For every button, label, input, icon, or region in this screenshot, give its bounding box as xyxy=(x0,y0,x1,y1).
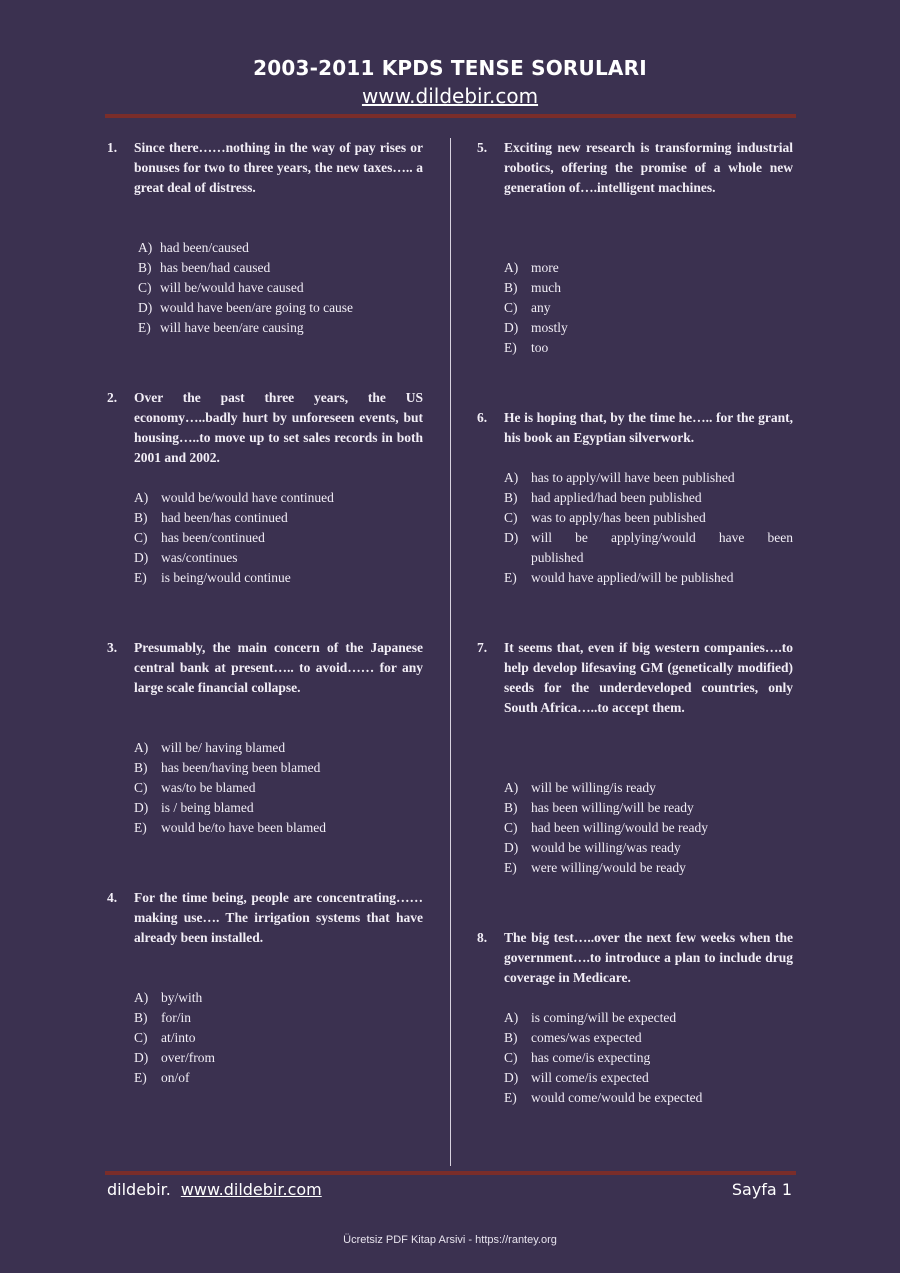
option-a[interactable]: A) will be/ having blamed xyxy=(134,740,286,755)
footer-link[interactable]: www.dildebir.com xyxy=(180,1180,322,1199)
option-e[interactable]: E) would be/to have been blamed xyxy=(134,820,326,835)
question-stem: It seems that, even if big western companies….to help develop lifesaving GM (genetically modified) seeds for the underdeveloped countries, only South Africa…..to accept them. xyxy=(504,640,793,715)
option-a[interactable]: A) more xyxy=(504,260,559,275)
page-number: Sayfa 1 xyxy=(731,1180,792,1199)
question-stem: Presumably, the main concern of the Japanese central bank at present….. to avoid…… for any large scale financial collapse. xyxy=(134,640,423,695)
option-d[interactable]: D) will be applying/would have been published xyxy=(504,530,793,565)
question-stem: He is hoping that, by the time he….. for the grant, his book an Egyptian silverwork. xyxy=(504,410,793,445)
option-d[interactable]: D) was/continues xyxy=(134,550,238,565)
credit-line: Ücretsiz PDF Kitap Arsivi - https://rantey.org xyxy=(343,1234,557,1246)
footer-brand: dildebir. xyxy=(107,1180,171,1199)
option-d[interactable]: D) would have been/are going to cause xyxy=(138,300,354,315)
question-number: 3. xyxy=(107,640,118,655)
question-stem: Over the past three years, the US economy…..badly hurt by unforeseen events, but housing…..to move up to set sales records in both 2001 and 2002. xyxy=(134,390,423,465)
option-c[interactable]: C) any xyxy=(504,300,551,315)
options-list xyxy=(504,778,708,878)
footer-brand-area xyxy=(107,1180,322,1199)
options-list xyxy=(504,468,793,588)
option-b[interactable]: B) comes/was expected xyxy=(504,1030,642,1045)
question-stem: Since there……nothing in the way of pay rises or bonuses for two to three years, the new taxes….. a great deal of distress. xyxy=(134,140,423,195)
option-a[interactable]: A) would be/would have continued xyxy=(134,490,334,505)
footer-divider xyxy=(105,1171,796,1175)
option-b[interactable]: B) has been willing/will be ready xyxy=(504,800,694,815)
header-divider xyxy=(105,114,796,118)
option-e[interactable]: E) on/of xyxy=(134,1070,190,1085)
option-e[interactable]: E) would come/would be expected xyxy=(504,1090,703,1105)
option-c[interactable]: C) will be/would have caused xyxy=(138,280,304,295)
option-e[interactable]: E) is being/would continue xyxy=(134,570,291,585)
options-list xyxy=(134,488,334,588)
question-number: 6. xyxy=(477,410,488,425)
option-b[interactable]: B) had been/has continued xyxy=(134,510,288,525)
options-list xyxy=(504,1008,702,1108)
option-e[interactable]: E) too xyxy=(504,340,549,355)
question-stem: Exciting new research is transforming industrial robotics, offering the promise of a whole new generation of….intelligent machines. xyxy=(504,140,793,195)
option-e[interactable]: E) would have applied/will be published xyxy=(504,570,734,585)
option-b[interactable]: B) much xyxy=(504,280,561,295)
option-a[interactable]: A) by/with xyxy=(134,990,203,1005)
question-stem: The big test…..over the next few weeks when the government….to introduce a plan to include drug coverage in Medicare. xyxy=(504,930,793,985)
option-d[interactable]: D) would be willing/was ready xyxy=(504,840,681,855)
option-d[interactable]: D) is / being blamed xyxy=(134,800,254,815)
option-b[interactable]: B) has been/having been blamed xyxy=(134,760,321,775)
option-a[interactable]: A) had been/caused xyxy=(138,240,249,255)
options-list xyxy=(504,258,568,358)
option-e[interactable]: E) will have been/are causing xyxy=(138,320,304,335)
option-d[interactable]: D) mostly xyxy=(504,320,568,335)
question-number: 8. xyxy=(477,930,488,945)
option-b[interactable]: B) has been/had caused xyxy=(138,260,271,275)
column-divider xyxy=(450,138,451,1166)
option-c[interactable]: C) had been willing/would be ready xyxy=(504,820,708,835)
option-c[interactable]: C) has come/is expecting xyxy=(504,1050,651,1065)
option-c[interactable]: C) was to apply/has been published xyxy=(504,510,706,525)
option-d[interactable]: D) over/from xyxy=(134,1050,215,1065)
question-stem: For the time being, people are concentrating……making use…. The irrigation systems that have already been installed. xyxy=(134,890,423,945)
question-number: 4. xyxy=(107,890,118,905)
options-list xyxy=(134,988,215,1088)
option-c[interactable]: C) at/into xyxy=(134,1030,196,1045)
option-a[interactable]: A) is coming/will be expected xyxy=(504,1010,677,1025)
option-b[interactable]: B) for/in xyxy=(134,1010,191,1025)
option-c[interactable]: C) has been/continued xyxy=(134,530,265,545)
option-e[interactable]: E) were willing/would be ready xyxy=(504,860,686,875)
option-b[interactable]: B) had applied/had been published xyxy=(504,490,702,505)
option-a[interactable]: A) will be willing/is ready xyxy=(504,780,656,795)
header-link[interactable]: www.dildebir.com xyxy=(361,84,539,108)
page-title: 2003-2011 KPDS TENSE SORULARI xyxy=(253,56,647,80)
question-number: 1. xyxy=(107,140,118,155)
option-c[interactable]: C) was/to be blamed xyxy=(134,780,256,795)
question-number: 5. xyxy=(477,140,488,155)
option-d[interactable]: D) will come/is expected xyxy=(504,1070,649,1085)
question-number: 2. xyxy=(107,390,118,405)
options-list xyxy=(138,238,353,338)
option-a[interactable]: A) has to apply/will have been published xyxy=(504,470,735,485)
options-list xyxy=(134,738,326,838)
question-number: 7. xyxy=(477,640,488,655)
